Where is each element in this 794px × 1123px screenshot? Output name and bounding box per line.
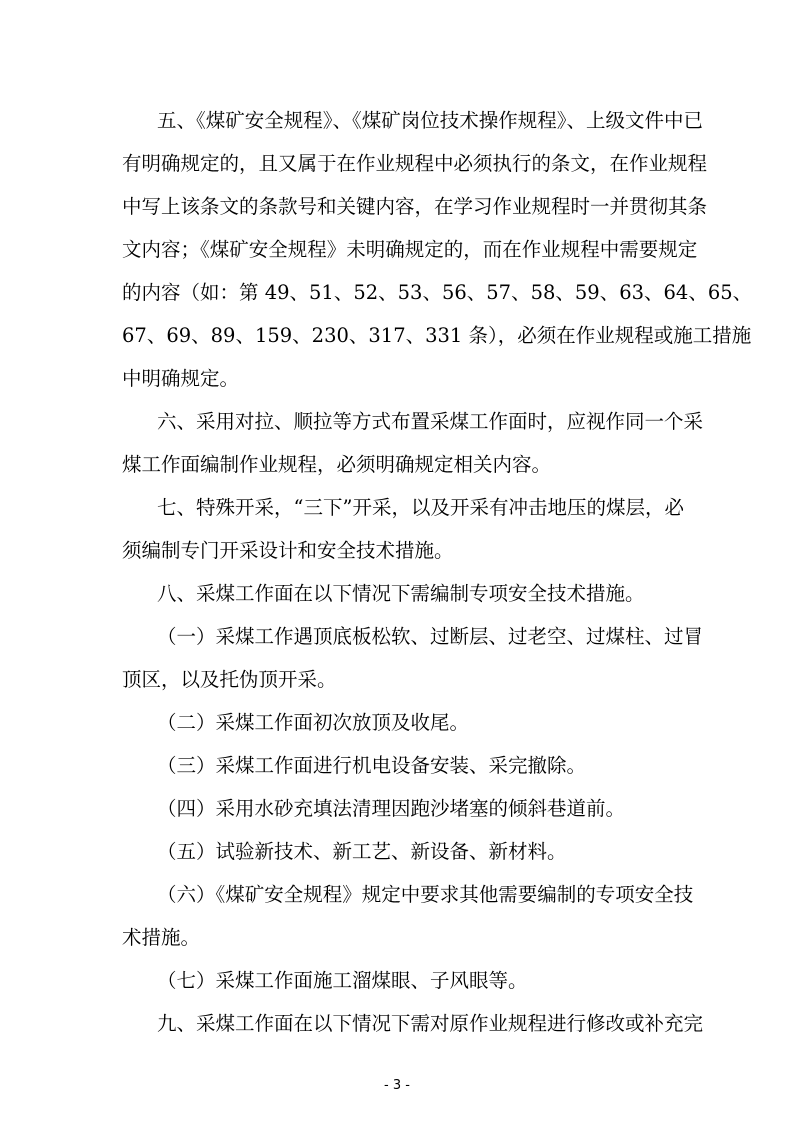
text-line: 煤工作面编制作业规程，必须明确规定相关内容。: [122, 453, 552, 476]
text-line: 的内容（如：第 49、51、52、53、56、57、58、59、63、64、65、: [122, 281, 753, 304]
text-line: 须编制专门开采设计和安全技术措施。: [122, 539, 454, 562]
text-line: （六）《煤矿安全规程》规定中要求其他需要编制的专项安全技: [157, 883, 694, 906]
text-line: 文内容；《煤矿安全规程》未明确规定的，而在作业规程中需要规定: [122, 238, 698, 261]
text-line: 有明确规定的，且又属于在作业规程中必须执行的条文，在作业规程: [122, 152, 708, 175]
text-line: 顶区，以及托伪顶开采。: [122, 668, 337, 691]
text-line: （二）采煤工作面初次放顶及收尾。: [157, 711, 470, 734]
text-line: （一）采煤工作遇顶底板松软、过断层、过老空、过煤柱、过冒: [157, 625, 704, 648]
text-line: 六、采用对拉、顺拉等方式布置采煤工作面时，应视作同一个采: [157, 410, 704, 433]
text-line: 七、特殊开采，“三下”开采，以及开采有冲击地压的煤层，必: [157, 496, 684, 519]
text-line: （四）采用水砂充填法清理因跑沙堵塞的倾斜巷道前。: [157, 797, 626, 820]
text-line: 五、《煤矿安全规程》、《煤矿岗位技术操作规程》、上级文件中已: [157, 109, 704, 132]
text-line: 八、采煤工作面在以下情况下需编制专项安全技术措施。: [157, 582, 645, 605]
text-line: 中写上该条文的条款号和关键内容，在学习作业规程时一并贯彻其条: [122, 195, 708, 218]
text-line: （五）试验新技术、新工艺、新设备、新材料。: [157, 840, 567, 863]
text-line: 九、采煤工作面在以下情况下需对原作业规程进行修改或补充完: [157, 1012, 704, 1035]
text-line: （七）采煤工作面施工溜煤眼、子风眼等。: [157, 969, 528, 992]
page-number: - 3 -: [384, 1078, 410, 1093]
text-line: （三）采煤工作面进行机电设备安装、采完撤除。: [157, 754, 587, 777]
text-line: 术措施。: [122, 926, 201, 949]
text-line: 中明确规定。: [122, 367, 240, 390]
text-line: 67、69、89、159、230、317、331 条），必须在作业规程或施工措施: [122, 324, 752, 347]
